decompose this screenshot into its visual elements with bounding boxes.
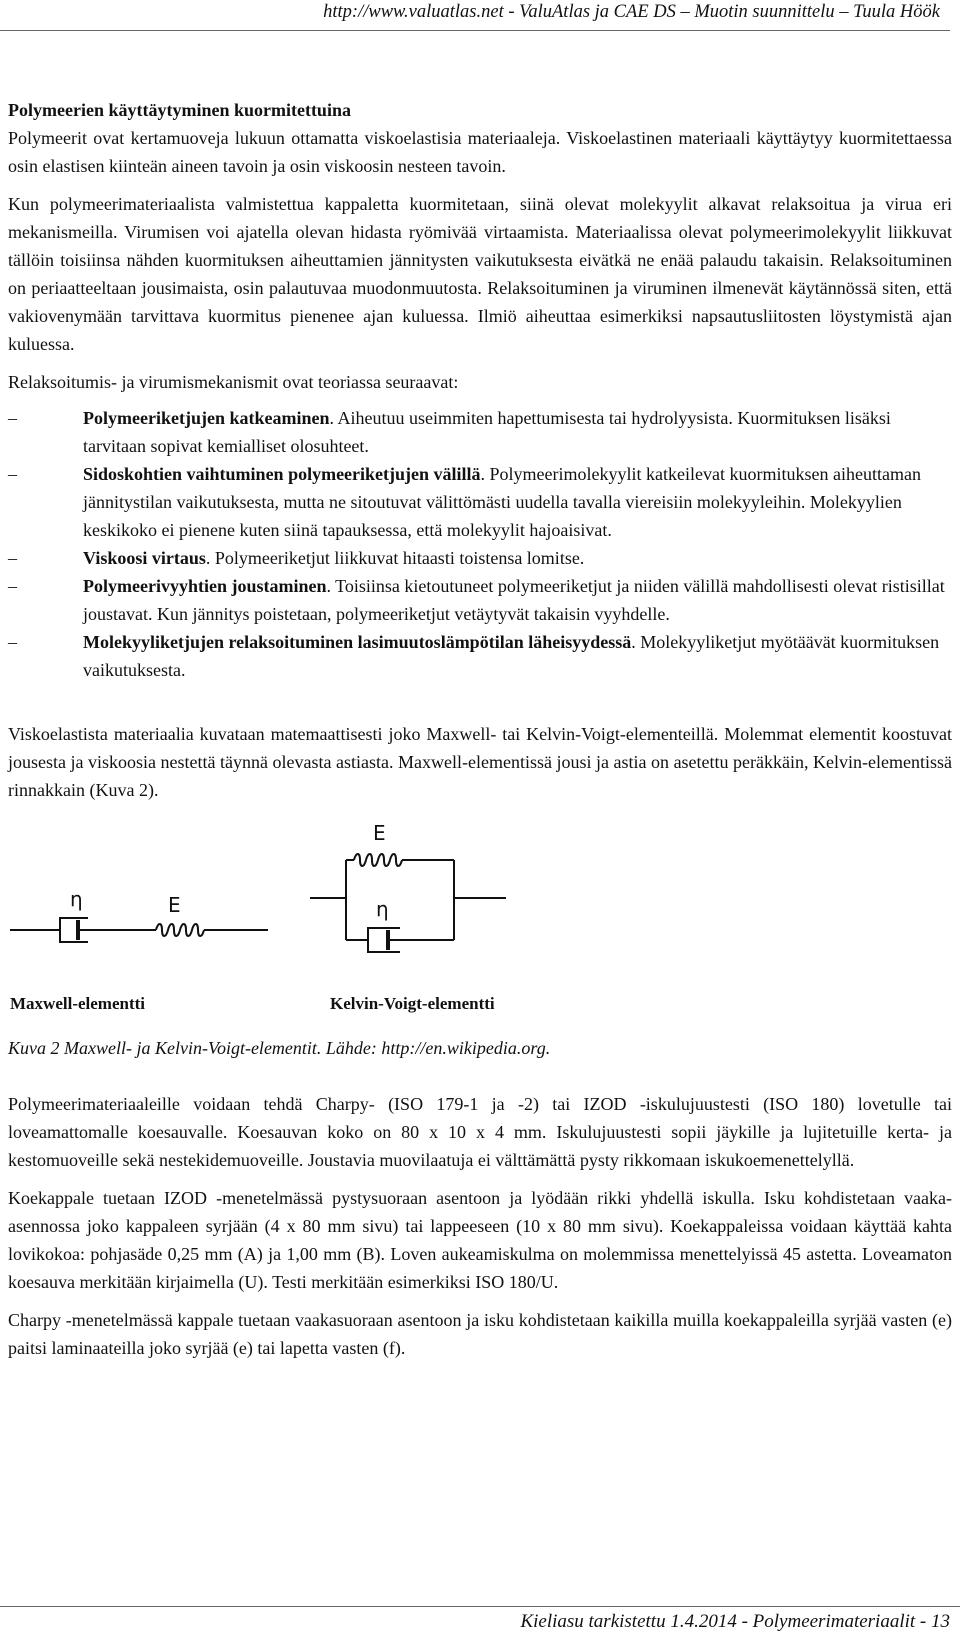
dash-marker: –	[8, 548, 17, 568]
page-header	[0, 0, 950, 31]
dash-marker: –	[8, 464, 17, 484]
figure-caption: Kuva 2 Maxwell- ja Kelvin-Voigt-elementit. Lähde: http://en.wikipedia.org.	[8, 1038, 551, 1058]
maxwell-kelvin-diagram	[8, 818, 952, 988]
dash-marker: –	[8, 632, 17, 652]
list-item-term: Viskoosi virtaus	[83, 548, 206, 568]
maxwell-label: Maxwell-elementti	[10, 994, 145, 1013]
list-item	[8, 460, 952, 544]
maxwell-spring	[156, 924, 204, 936]
list-item	[8, 628, 952, 684]
paragraph-7: Charpy -menetelmässä kappale tuetaan vaakasuoraan asentoon ja isku kohdistetaan kaikilla muilla koekappaleilla syrjää vasten (e) paitsi laminaateilla joko syrjää (e) tai lapetta vasten (f).	[8, 1310, 952, 1358]
page-footer	[0, 1606, 960, 1641]
list-item-text: . Polymeerimolekyylit katkeilevat kuormituksen aiheuttaman jännitystilan vaikutuksesta, mutta ne sitoutuvat välittömästi uudella tavalla viereisiin molekyyleihin. Molekyylien keskikoko ei pienene kuten siinä tapauksessa, että molekyylit hajoaisivat.	[83, 464, 921, 540]
paragraph-2: Kun polymeerimateriaalista valmistettua kappaletta kuormitetaan, siinä olevat molekyylit alkavat relaksoitua ja virua eri mekanismeilla. Virumisen voi ajatella olevan hidasta ryömivää virtaamista. Materiaalissa olevat polymeerimolekyylit liikkuvat tällöin toisiinsa nähden kuormituksen aiheuttamien jännitysten vaikutuksesta eivätkä ne enää palaudu takaisin. Relaksoituminen on periaatteeltaan jousimaista, osin palautuvaa muodonmuutosta. Relaksoituminen ja viruminen ilmenevät käytännössä siten, että vakiovenymään tarvittava kuormitus pienenee ajan kuluessa. Ilmiö aiheuttaa esimerkiksi napsautusliitosten löystymistä ajan kuluessa.	[8, 194, 952, 354]
list-item-term: Sidoskohtien vaihtuminen polymeeriketjujen välillä	[83, 464, 481, 484]
paragraph-1: Polymeerit ovat kertamuoveja lukuun ottamatta viskoelastisia materiaaleja. Viskoelastinen materiaali käyttäytyy kuormitettaessa osin elastisen kiinteän aineen tavoin ja osin viskoosin nesteen tavoin.	[8, 128, 952, 176]
list-item	[8, 404, 952, 460]
kelvin-eta-symbol: η	[376, 897, 389, 921]
kelvin-spring	[354, 854, 402, 866]
header-text: http://www.valuatlas.net - ValuAtlas ja CAE DS – Muotin suunnittelu – Tuula Höök	[323, 2, 940, 22]
list-item	[8, 544, 952, 572]
kelvin-label: Kelvin-Voigt-elementti	[330, 994, 495, 1013]
maxwell-e-symbol: E	[168, 893, 181, 917]
paragraph-5: Polymeerimateriaaleille voidaan tehdä Charpy- (ISO 179-1 ja -2) tai IZOD -iskulujuustesti (ISO 180) lovetulle tai loveamattomalle koesauvalle. Koesauvan koko on 80 x 10 x 4 mm. Iskulujuustesti sopii jäykille ja lujitetuille kerta- ja kestomuoveille sekä nestekidemuoveille. Joustavia muovilaatuja ei välttämättä pysty rikkomaan iskukoemenettelyllä.	[8, 1094, 952, 1170]
list-item-term: Molekyyliketjujen relaksoituminen lasimuutoslämpötilan läheisyydessä	[83, 632, 632, 652]
list-item-text: . Aiheutuu useimmiten hapettumisesta tai hydrolyysista. Kuormituksen lisäksi tarvitaan sopivat kemialliset olosuhteet.	[83, 408, 891, 456]
footer-text: Kieliasu tarkistettu 1.4.2014 - Polymeerimateriaalit - 13	[520, 1611, 950, 1632]
list-item-text: . Polymeeriketjut liikkuvat hitaasti toistensa lomitse.	[205, 548, 585, 568]
paragraph-3: Relaksoitumis- ja virumismekanismit ovat teoriassa seuraavat:	[8, 372, 459, 392]
paragraph-6: Koekappale tuetaan IZOD -menetelmässä pystysuoraan asentoon ja lyödään rikki yhdellä iskulla. Isku kohdistetaan vaaka-asennossa joko kappaleen syrjään (4 x 80 mm sivu) tai lappeeseen (10 x 80 mm sivu). Koekappaleissa voidaan käyttää kahta lovikokoa: pohjasäde 0,25 mm (A) ja 1,00 mm (B). Loven aukeamiskulma on molemmissa menettelyissä 45 astetta. Loveamaton koesauva merkitään kirjaimella (U). Testi merkitään esimerkiksi ISO 180/U.	[8, 1188, 952, 1292]
maxwell-eta-symbol: η	[70, 887, 83, 911]
viscoelastic-figure	[8, 818, 952, 1028]
list-item-term: Polymeeriketjujen katkeaminen	[83, 408, 330, 428]
list-item	[8, 572, 952, 628]
list-item-term: Polymeerivyyhtien joustaminen	[83, 576, 327, 596]
dash-marker: –	[8, 408, 17, 428]
list-item-text: . Molekyyliketjut myötäävät kuormituksen vaikutuksesta.	[83, 632, 940, 680]
kelvin-e-symbol: E	[373, 821, 386, 845]
section-title: Polymeerien käyttäytyminen kuormitettuina	[8, 100, 351, 120]
document-body	[8, 96, 952, 1362]
mechanism-list	[8, 404, 952, 684]
paragraph-4: Viskoelastista materiaalia kuvataan matemaattisesti joko Maxwell- tai Kelvin-Voigt-elementeillä. Molemmat elementit koostuvat jousesta ja viskoosia nestettä täynnä olevasta astiasta. Maxwell-elementissä jousi ja astia on asetettu peräkkäin, Kelvin-elementissä rinnakkain (Kuva 2).	[8, 724, 952, 800]
dash-marker: –	[8, 576, 17, 596]
list-item-text: . Toisiinsa kietoutuneet polymeeriketjut ja niiden välillä mahdollisesti olevat ristisillat joustavat. Kun jännitys poistetaan, polymeeriketjut vetäytyvät takaisin vyyhdelle.	[83, 576, 945, 624]
